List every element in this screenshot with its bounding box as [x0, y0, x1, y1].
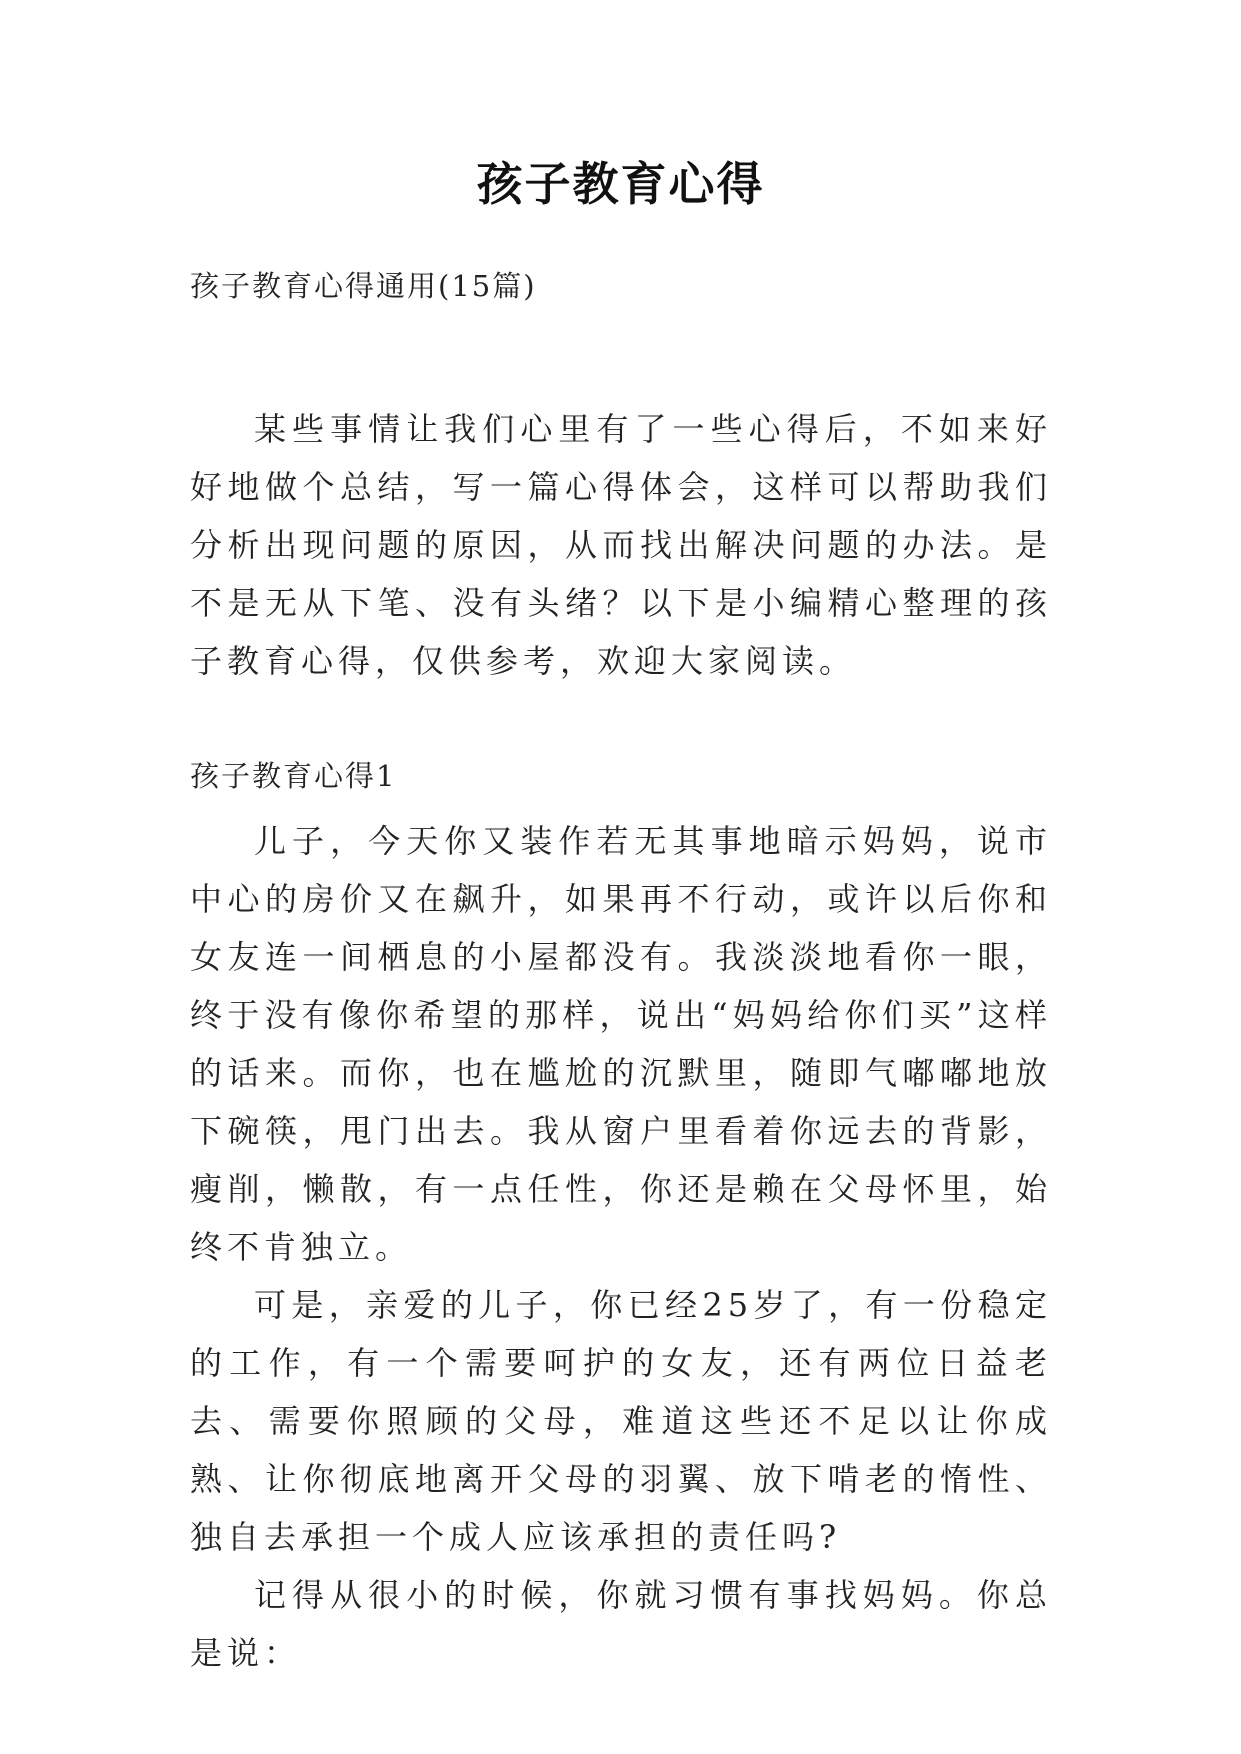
body-paragraph: 可是，亲爱的儿子，你已经25岁了，有一份稳定的工作，有一个需要呵护的女友，还有两位日益老去、需要你照顾的父母，难道这些还不足以让你成熟、让你彻底地离开父母的羽翼、放下啃老的惰性、独自去承担一个成人应该承担的责任吗?	[190, 1286, 1052, 1556]
body-paragraph: 儿子，今天你又装作若无其事地暗示妈妈，说市中心的房价又在飙升，如果再不行动，或许以后你和女友连一间栖息的小屋都没有。我淡淡地看你一眼，终于没有像你希望的那样，说出“妈妈给你们买”这样的话来。而你，也在尴尬的沉默里，随即气嘟嘟地放下碗筷，甩门出去。我从窗户里看着你远去的背影，瘦削，懒散，有一点任性，你还是赖在父母怀里，始终不肯独立。	[190, 822, 1052, 1266]
intro-paragraph: 某些事情让我们心里有了一些心得后，不如来好好地做个总结，写一篇心得体会，这样可以帮助我们分析出现问题的原因，从而找出解决问题的办法。是不是无从下笔、没有头绪？以下是小编精心整理的孩子教育心得，仅供参考，欢迎大家阅读。	[190, 410, 1052, 680]
intro-block	[190, 400, 1052, 690]
section-body	[190, 812, 1052, 1682]
body-paragraph: 记得从很小的时候，你就习惯有事找妈妈。你总是说：	[190, 1576, 1052, 1672]
section-heading: 孩子教育心得1	[190, 759, 397, 793]
document-subtitle: 孩子教育心得通用(15篇)	[190, 269, 537, 303]
document-title: 孩子教育心得	[476, 157, 765, 211]
